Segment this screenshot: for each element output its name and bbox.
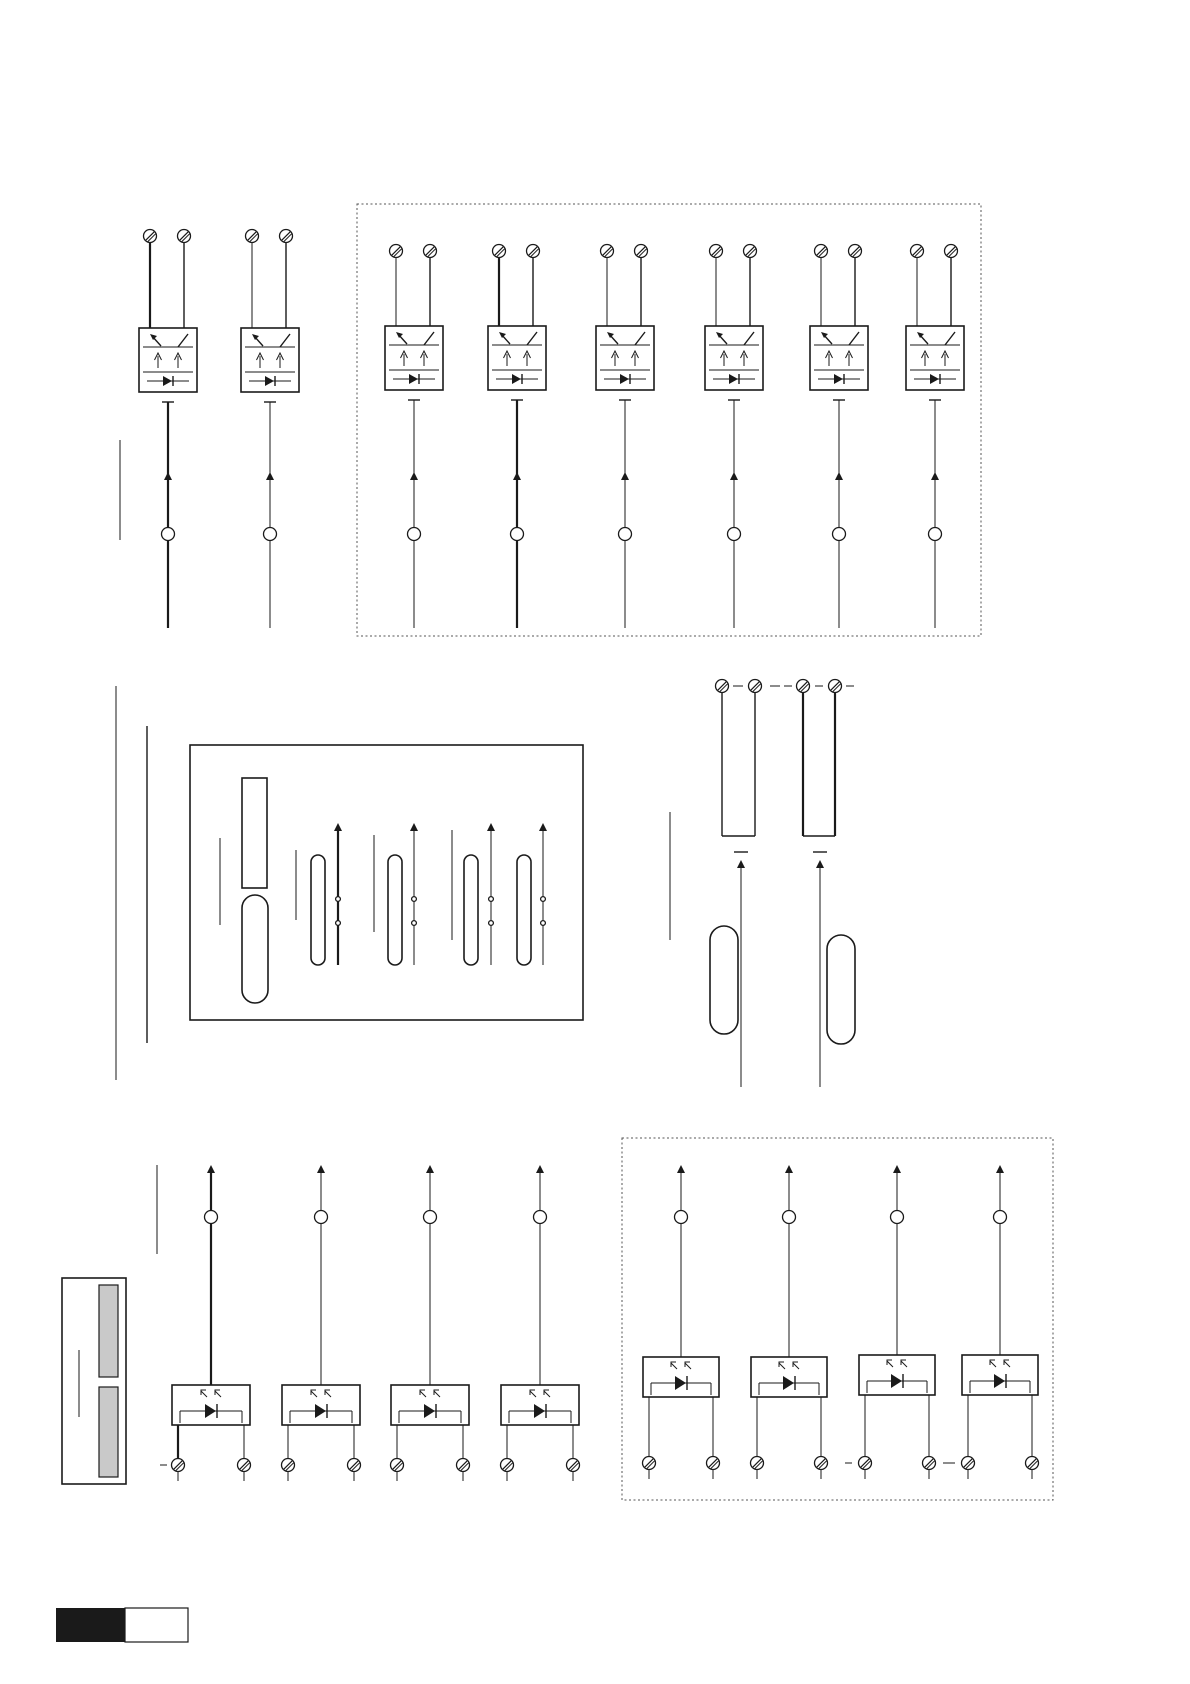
arrow-up-icon: [317, 1165, 325, 1173]
arrow-up-icon: [785, 1165, 793, 1173]
relay-group-left: [139, 230, 299, 629]
relay-channel: [705, 245, 763, 629]
junction-node-icon: [511, 528, 524, 541]
door-contact: [797, 680, 842, 837]
screw-terminal-icon: [178, 230, 191, 243]
legend-swatch: [99, 1285, 118, 1377]
reed-contact-dot: [336, 897, 341, 902]
reed-contact-dot: [489, 921, 494, 926]
screw-terminal-icon: [751, 1457, 764, 1470]
magnet-icon: [827, 935, 855, 1044]
junction-node-icon: [929, 528, 942, 541]
junction-node-icon: [728, 528, 741, 541]
led-group-right: [643, 1165, 1039, 1479]
screw-terminal-icon: [493, 245, 506, 258]
led-module-icon: [751, 1357, 827, 1397]
magnet-feed: [710, 852, 748, 1087]
arrow-up-icon: [266, 472, 274, 480]
screw-terminal-icon: [923, 1457, 936, 1470]
screw-terminal-icon: [829, 680, 842, 693]
relay-module-icon: [139, 328, 197, 392]
screw-terminal-icon: [911, 245, 924, 258]
reed-contact-dot: [541, 897, 546, 902]
led-module-icon: [962, 1355, 1038, 1395]
junction-node-icon: [534, 1211, 547, 1224]
relay-module-icon: [810, 326, 868, 390]
junction-node-icon: [619, 528, 632, 541]
led-group-border: [622, 1138, 1053, 1500]
arrow-up-icon: [677, 1165, 685, 1173]
led-channel: [391, 1165, 470, 1481]
led-module-frame: [172, 1385, 250, 1425]
footer-tab-dark: [56, 1608, 125, 1642]
led-channel: [501, 1165, 580, 1481]
relay-channel: [385, 245, 443, 629]
relay-channel: [906, 245, 964, 629]
led-channel: [282, 1165, 361, 1481]
legend-swatch: [99, 1387, 118, 1477]
junction-node-icon: [994, 1211, 1007, 1224]
screw-terminal-icon: [1026, 1457, 1039, 1470]
arrow-up-icon: [536, 1165, 544, 1173]
arrow-up-icon: [835, 472, 843, 480]
arrow-up-icon: [931, 472, 939, 480]
magnet-icon: [710, 926, 738, 1034]
led-channel: [962, 1165, 1039, 1479]
screw-terminal-icon: [390, 245, 403, 258]
magnet-feed: [813, 852, 855, 1087]
screw-terminal-icon: [797, 680, 810, 693]
relay-channel: [488, 245, 546, 629]
reed-switch-panel: [190, 745, 583, 1020]
screw-terminal-icon: [849, 245, 862, 258]
relay-channel: [241, 230, 299, 629]
screw-terminal-icon: [172, 1459, 185, 1472]
screw-terminal-icon: [144, 230, 157, 243]
relay-group-right: [385, 245, 964, 629]
arrow-up-icon: [893, 1165, 901, 1173]
reed-contact-dot: [336, 921, 341, 926]
led-module-icon: [501, 1385, 579, 1425]
arrow-up-icon: [410, 472, 418, 480]
reed-contact-dot: [412, 921, 417, 926]
arrow-up-icon: [621, 472, 629, 480]
junction-node-icon: [264, 528, 277, 541]
junction-node-icon: [833, 528, 846, 541]
screw-terminal-icon: [246, 230, 259, 243]
reed-switch-section: [116, 680, 855, 1088]
led-group-left: [160, 1165, 580, 1481]
junction-node-icon: [891, 1211, 904, 1224]
led-module-icon: [282, 1385, 360, 1425]
door-contact-group: [710, 680, 855, 1088]
screw-terminal-icon: [527, 245, 540, 258]
screw-terminal-icon: [391, 1459, 404, 1472]
screw-terminal-icon: [744, 245, 757, 258]
screw-terminal-icon: [457, 1459, 470, 1472]
screw-terminal-icon: [424, 245, 437, 258]
screw-terminal-icon: [710, 245, 723, 258]
reed-contact-dot: [412, 897, 417, 902]
screw-terminal-icon: [567, 1459, 580, 1472]
led-module-frame: [501, 1385, 579, 1425]
relay-channel: [810, 245, 868, 629]
screw-terminal-icon: [815, 245, 828, 258]
screw-terminal-icon: [601, 245, 614, 258]
led-module-frame: [282, 1385, 360, 1425]
screw-terminal-icon: [280, 230, 293, 243]
led-module-frame: [859, 1355, 935, 1395]
led-module-icon: [643, 1357, 719, 1397]
junction-node-icon: [315, 1211, 328, 1224]
screw-terminal-icon: [635, 245, 648, 258]
led-channel: [751, 1165, 828, 1479]
arrow-up-icon: [207, 1165, 215, 1173]
relay-module-icon: [705, 326, 763, 390]
led-module-icon: [391, 1385, 469, 1425]
led-module-frame: [962, 1355, 1038, 1395]
relay-module-icon: [906, 326, 964, 390]
junction-node-icon: [205, 1211, 218, 1224]
arrow-up-icon: [164, 472, 172, 480]
arrow-up-icon: [737, 860, 745, 868]
junction-node-icon: [424, 1211, 437, 1224]
screw-terminal-icon: [643, 1457, 656, 1470]
led-module-frame: [391, 1385, 469, 1425]
arrow-up-icon: [513, 472, 521, 480]
led-channel: [172, 1165, 251, 1481]
relay-module-icon: [488, 326, 546, 390]
relay-module-icon: [241, 328, 299, 392]
junction-node-icon: [675, 1211, 688, 1224]
junction-node-icon: [408, 528, 421, 541]
relay-group-border: [357, 204, 981, 636]
arrow-up-icon: [816, 860, 824, 868]
relay-channel: [596, 245, 654, 629]
legend-box: [62, 1278, 126, 1484]
door-contact: [716, 680, 762, 837]
led-module-icon: [172, 1385, 250, 1425]
junction-node-icon: [162, 528, 175, 541]
relay-module-icon: [385, 326, 443, 390]
screw-terminal-icon: [348, 1459, 361, 1472]
screw-terminal-icon: [501, 1459, 514, 1472]
arrow-up-icon: [426, 1165, 434, 1173]
reed-contact-dot: [489, 897, 494, 902]
relay-module-icon: [596, 326, 654, 390]
led-channel: [859, 1165, 936, 1479]
led-module-frame: [751, 1357, 827, 1397]
led-module-icon: [859, 1355, 935, 1395]
screw-terminal-icon: [282, 1459, 295, 1472]
arrow-up-icon: [730, 472, 738, 480]
arrow-up-icon: [996, 1165, 1004, 1173]
screw-terminal-icon: [859, 1457, 872, 1470]
screw-terminal-icon: [749, 680, 762, 693]
junction-node-icon: [783, 1211, 796, 1224]
footer-tab-light: [125, 1608, 188, 1642]
led-module-frame: [643, 1357, 719, 1397]
screw-terminal-icon: [945, 245, 958, 258]
screw-terminal-icon: [815, 1457, 828, 1470]
reed-contact-dot: [541, 921, 546, 926]
screw-terminal-icon: [962, 1457, 975, 1470]
page-footer: [56, 1608, 188, 1642]
led-channel: [643, 1165, 720, 1479]
screw-terminal-icon: [707, 1457, 720, 1470]
screw-terminal-icon: [716, 680, 729, 693]
screw-terminal-icon: [238, 1459, 251, 1472]
relay-channel: [139, 230, 197, 629]
